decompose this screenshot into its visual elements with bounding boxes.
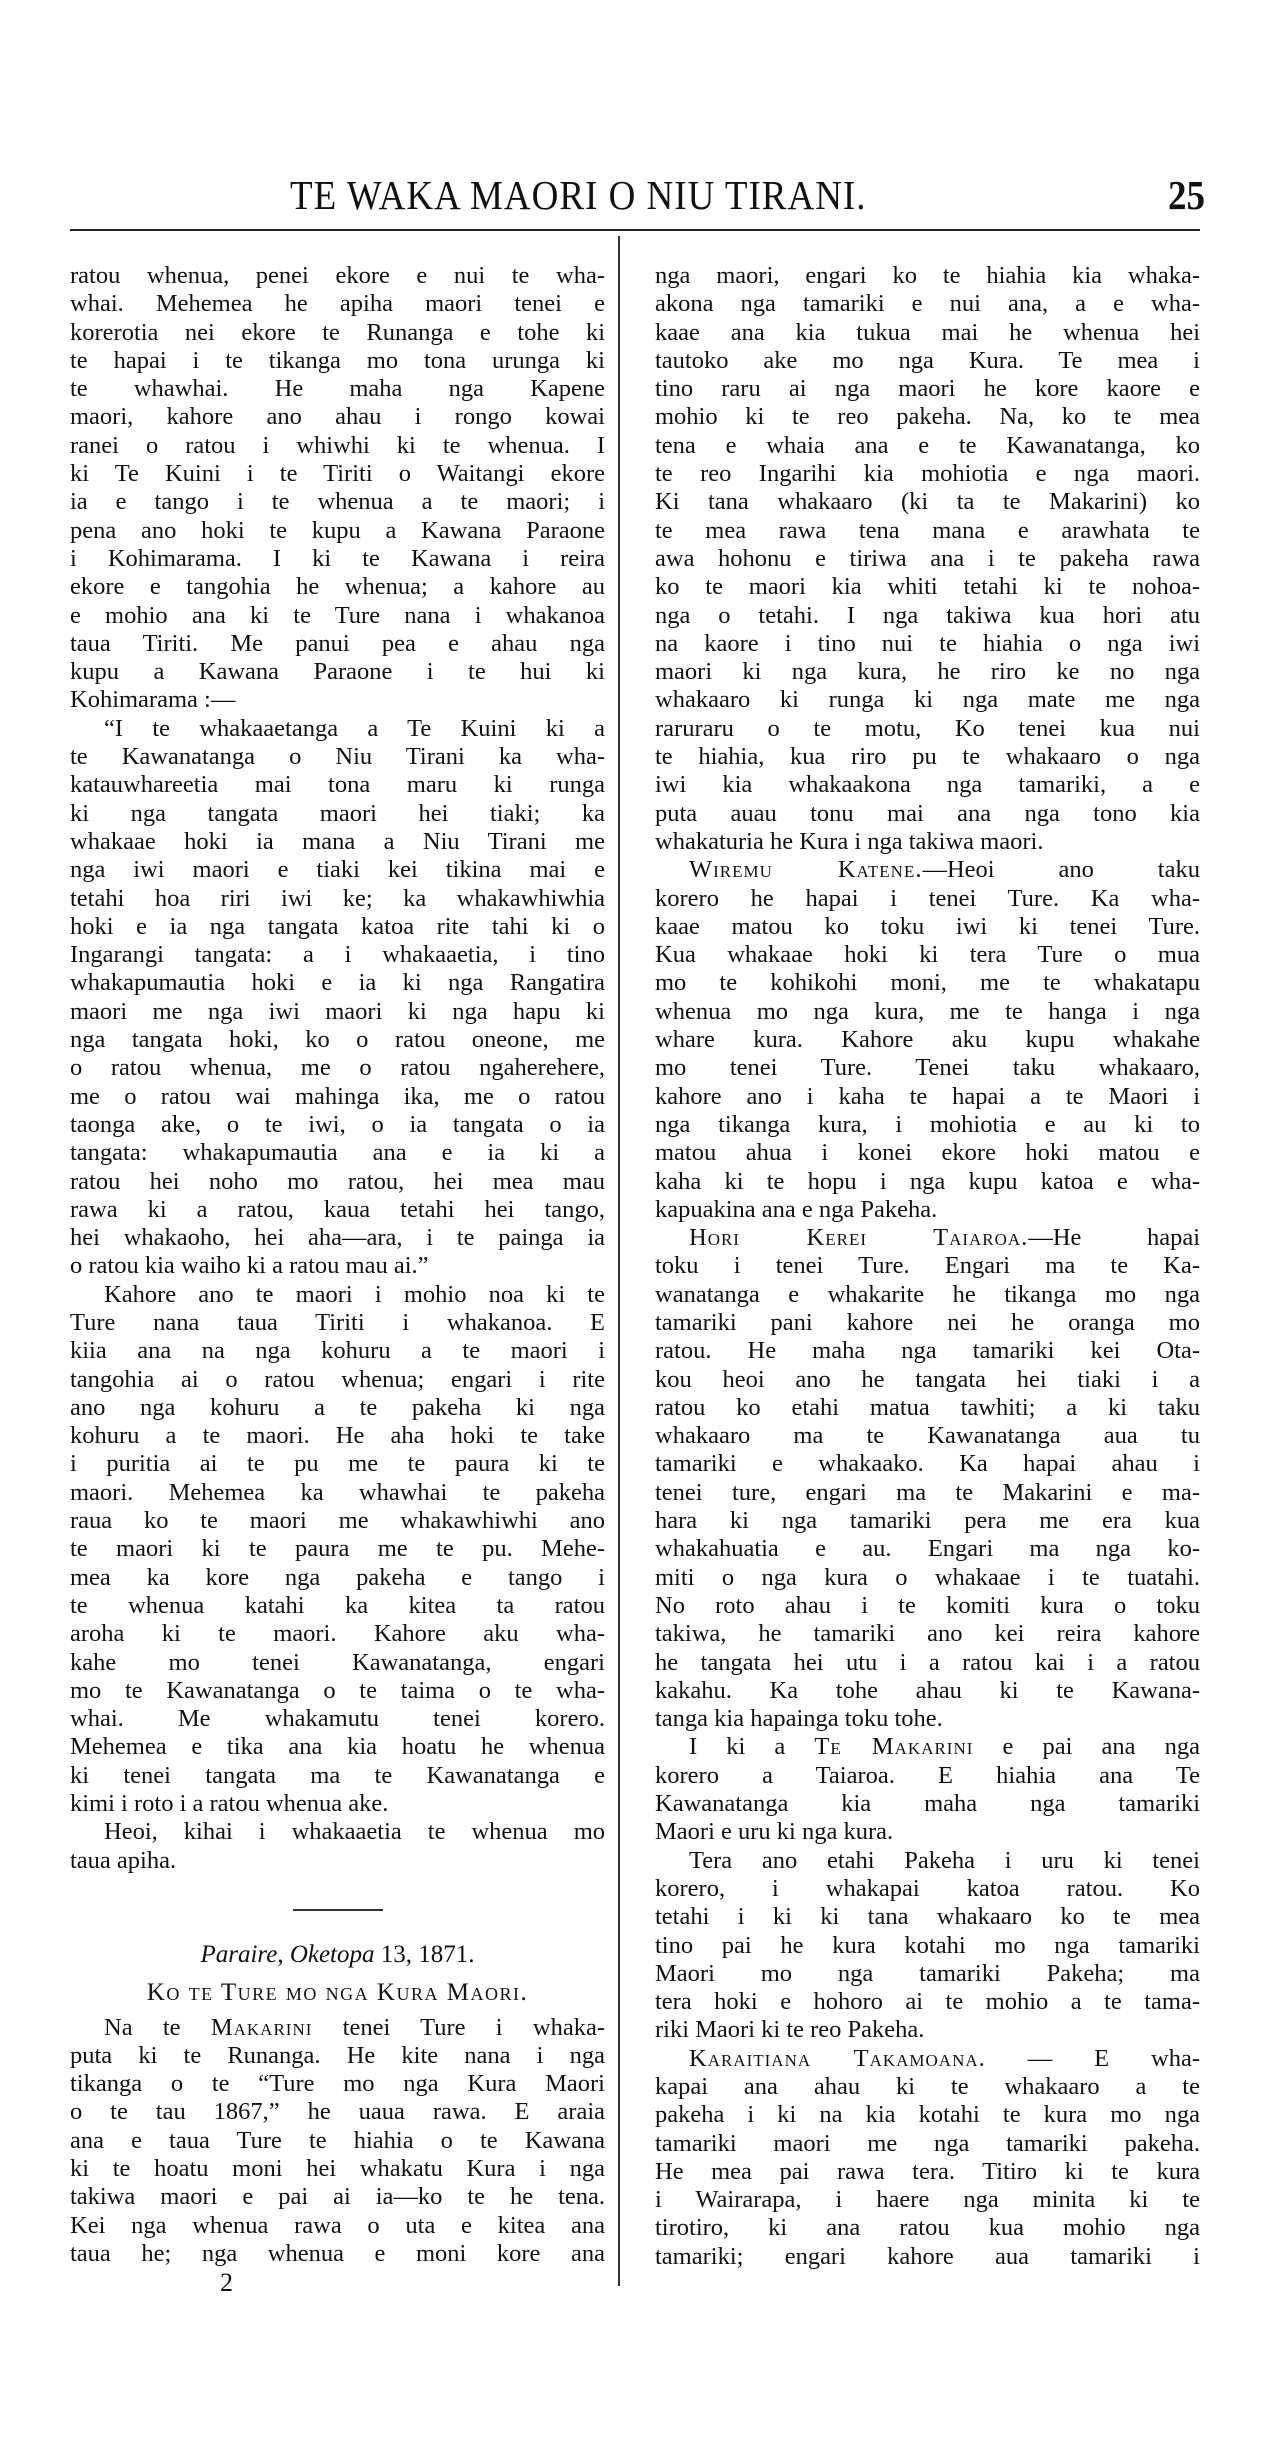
text-line: Kahore ano te maori i mohio noa ki te — [104, 1280, 605, 1308]
speaker-name: Hori Kerei Taiaroa. — [689, 1224, 1029, 1252]
left-column — [70, 262, 605, 2298]
text-line: kaae ana kia tukua mai he whenua hei — [655, 318, 1200, 346]
text-line: kohuru a te maori. He aha hoki te take — [70, 1422, 605, 1450]
text-line: ki tenei tangata ma te Kawanatanga e — [70, 1761, 605, 1789]
text-line: na kaore i tino nui te hiahia o nga iwi — [655, 629, 1200, 657]
text-line: taua he; nga whenua e moni kore ana — [70, 2239, 605, 2267]
text-line: nga tangata hoki, ko o ratou oneone, me — [70, 1026, 605, 1054]
text-line: whakahuatia e au. Engari ma nga ko- — [655, 1535, 1200, 1563]
text-line: whai. Me whakamutu tenei korero. — [70, 1705, 605, 1733]
dateline: Paraire, Oketopa 13, 1871. — [200, 1940, 475, 1968]
text-line: i Wairarapa, i haere nga minita ki te — [655, 2186, 1200, 2214]
paragraph — [70, 262, 605, 715]
text-line: puta auau tonu mai ana nga tono kia — [655, 799, 1200, 827]
text-line: matou ahua i konei ekore hoki matou e — [655, 1139, 1200, 1167]
text-line: o ratou kia waiho ki a ratou mau ai.” — [70, 1252, 429, 1280]
paragraph — [655, 1224, 1200, 1733]
text-line: riki Maori ki te reo Pakeha. — [655, 2016, 925, 2044]
text-line: tirotiro, ki ana ratou kua mohio nga — [655, 2214, 1200, 2242]
text-line: tino raru ai nga maori he kore kaore e — [655, 375, 1200, 403]
text-line: ano nga kohuru a te pakeha ki nga — [70, 1393, 605, 1421]
text-line: taua Tiriti. Me panui pea e ahau nga — [70, 629, 605, 657]
text-line: korero a Taiaroa. E hiahia ana Te — [655, 1761, 1200, 1789]
line-text: —He hapai — [1028, 1224, 1200, 1252]
text-line: ki te hoatu moni hei whakatu Kura i nga — [70, 2155, 605, 2182]
newspaper-title: TE WAKA MAORI O NIU TIRANI. — [290, 173, 867, 220]
text-line: ki Te Kuini i te Tiriti o Waitangi ekore — [70, 460, 605, 488]
text-line: Maori mo nga tamariki Pakeha; ma — [655, 1959, 1200, 1987]
text-line: te Kawanatanga o Niu Tirani ka wha- — [70, 743, 605, 771]
text-line: whakaaro ma te Kawanatanga aua tu — [655, 1422, 1200, 1450]
text-line: raruraru o te motu, Ko tenei kua nui — [655, 714, 1200, 742]
line-text: e pai ana nga — [973, 1733, 1201, 1761]
text-line: puta ki te Runanga. He kite nana i nga — [70, 2041, 605, 2069]
text-line: kakahu. Ka tohe ahau ki te Kawana- — [655, 1676, 1200, 1704]
text-line: whenua mo nga kura, me te hanga i nga — [655, 997, 1200, 1025]
text-line: nga maori, engari ko te hiahia kia whaka- — [655, 262, 1200, 289]
text-line: mo te Kawanatanga o te taima o te wha- — [70, 1676, 605, 1704]
speaker-name: Wiremu Katene. — [689, 856, 923, 884]
text-line: tino pai he kura kotahi mo nga tamariki — [655, 1931, 1200, 1959]
right-column — [655, 262, 1200, 2271]
text-line: takiwa maori e pai ai ia—ko te he tena. — [70, 2183, 605, 2211]
text-line: kimi i roto i a ratou whenua ake. — [70, 1790, 389, 1818]
text-line: taua apiha. — [70, 1846, 177, 1874]
text-line: kiia ana na nga kohuru a te maori i — [70, 1337, 605, 1365]
text-line: hoki e ia nga tangata katoa rite tahi ki o — [70, 912, 605, 940]
text-line: te maori ki te paura me te pu. Mehe- — [70, 1535, 605, 1563]
text-line: kahe mo tenei Kawanatanga, engari — [70, 1648, 605, 1676]
text-line: e mohio ana ki te Ture nana i whakanoa — [70, 601, 605, 629]
text-line: maori ki nga kura, he riro ke no nga — [655, 658, 1200, 686]
text-line: Ingarangi tangata: a i whakaaetia, i tino — [70, 941, 605, 969]
text-line: takiwa, he tamariki ano kei reira kahore — [655, 1620, 1200, 1648]
text-line: Kawanatanga kia maha nga tamariki — [655, 1790, 1200, 1818]
text-line: iwi kia whakaakona nga tamariki, a e — [655, 771, 1200, 799]
line-text: — E wha- — [985, 2044, 1200, 2072]
text-line: He mea pai rawa tera. Titiro ki te kura — [655, 2157, 1200, 2185]
text-line: tetahi hoa riri iwi ke; ka whakawhiwhia — [70, 884, 605, 912]
speaker-name: Karaitiana Takamoana. — [689, 2044, 986, 2072]
text-line — [655, 1224, 1200, 1252]
text-line — [655, 856, 1200, 884]
text-line: katauwhareetia mai tona maru ki runga — [70, 771, 605, 799]
text-line: korero he hapai i tenei Ture. Ka wha- — [655, 884, 1200, 912]
right-article-text — [655, 262, 1200, 2271]
text-line: ki nga tangata maori hei tiaki; ka — [70, 799, 605, 827]
text-line: whakaae hoki ia mana a Niu Tirani me — [70, 827, 605, 855]
paragraph — [70, 1281, 605, 1819]
text-line: tautoko ake mo nga Kura. Te mea i — [655, 346, 1200, 374]
text-line: “I te whakaaetanga a Te Kuini ki a — [104, 714, 605, 742]
text-line: No roto ahau i te komiti kura o toku — [655, 1591, 1200, 1619]
paragraph — [70, 1818, 605, 1875]
paragraph — [655, 1847, 1200, 2045]
text-line: rawa ki a ratou, kaua tetahi hei tango, — [70, 1195, 605, 1223]
text-line: kupu a Kawana Paraone i te hui ki — [70, 658, 605, 686]
text-line: wanatanga e whakarite he tikanga mo nga — [655, 1280, 1200, 1308]
text-line: maori, kahore ano ahau i rongo kowai — [70, 403, 605, 431]
line-text: —Heoi ano taku — [922, 856, 1200, 884]
text-line: maori. Mehemea ka whawhai te pakeha — [70, 1478, 605, 1506]
text-line: toku i tenei Ture. Engari ma te Ka- — [655, 1252, 1200, 1280]
text-line — [655, 1733, 1200, 1761]
text-line: awa hohonu e tiriwa ana i te pakeha rawa — [655, 544, 1200, 572]
line-text: tenei Ture i whaka- — [312, 2013, 606, 2041]
text-line: raua ko te maori me whakawhiwhi ano — [70, 1507, 605, 1535]
text-line: kapai ana ahau ki te whakaaro a te — [655, 2073, 1200, 2100]
text-line: Mehemea e tika ana kia hoatu he whenua — [70, 1733, 605, 1761]
text-line: Ture nana taua Tiriti i whakanoa. E — [70, 1308, 605, 1336]
text-line: kaae matou ko toku iwi ki tenei Ture. — [655, 912, 1200, 940]
text-line: Ki tana whakaaro (ki ta te Makarini) ko — [655, 488, 1200, 516]
text-line: maori me nga iwi maori ki nga hapu ki — [70, 997, 605, 1025]
column-divider — [618, 236, 620, 2286]
paragraph — [655, 856, 1200, 1224]
text-line: mo tenei Ture. Tenei taku whakaaro, — [655, 1054, 1200, 1082]
text-line — [70, 2014, 605, 2042]
text-line: tamariki e whakaako. Ka hapai ahau i — [655, 1450, 1200, 1478]
text-line: i puritia ai te pu me te paura ki te — [70, 1450, 605, 1478]
text-line: kapuakina ana e nga Pakeha. — [655, 1195, 938, 1223]
text-line: nga o tetahi. I nga takiwa kua hori atu — [655, 601, 1200, 629]
text-line: pena ano hoki te kupu a Kawana Paraone — [70, 516, 605, 544]
text-line — [655, 2045, 1200, 2073]
text-line: nga tikanga kura, i mohiotia e au ki to — [655, 1110, 1200, 1138]
text-line: ekore e tangohia he whenua; a kahore au — [70, 573, 605, 601]
text-line: ratou hei noho mo ratou, hei mea mau — [70, 1167, 605, 1195]
text-line: tamariki; engari kahore aua tamariki i — [655, 2242, 1200, 2270]
text-line: ia e tango i te whenua a te maori; i — [70, 488, 605, 516]
speaker-name: Te Makarini — [814, 1733, 974, 1761]
text-line: ratou ko etahi matua tawhiti; a ki taku — [655, 1393, 1200, 1421]
dateline-date: 13, 1871. — [380, 1940, 475, 1968]
text-line: hara ki nga tamariki pera me era kua — [655, 1507, 1200, 1535]
text-line: nga iwi maori e tiaki kei tikina mai e — [70, 856, 605, 884]
text-line: tetahi i ki ki tana whakaaro ko te mea — [655, 1903, 1200, 1931]
header-rule — [70, 229, 1200, 231]
text-line: tangata: whakapumautia ana e ia ki a — [70, 1139, 605, 1167]
text-line: korero, i whakapai katoa ratou. Ko — [655, 1874, 1200, 1902]
text-line: te whawhai. He maha nga Kapene — [70, 375, 605, 403]
text-line: ratou whenua, penei ekore e nui te wha- — [70, 262, 605, 289]
text-line: miti o nga kura o whakaae i te tuatahi. — [655, 1563, 1200, 1591]
text-line: te hiahia, kua riro pu te whakaaro o nga — [655, 743, 1200, 771]
text-line: tamariki maori me nga tamariki pakeha. — [655, 2129, 1200, 2157]
text-line: taonga ake, o te iwi, o ia tangata o ia — [70, 1110, 605, 1138]
text-line: o ratou whenua, me o ratou ngaherehere, — [70, 1054, 605, 1082]
text-line: ratou. He maha nga tamariki kei Ota- — [655, 1337, 1200, 1365]
text-line: whakapumautia hoki e ia ki nga Rangatira — [70, 969, 605, 997]
text-line: aroha ki te maori. Kahore aku wha- — [70, 1620, 605, 1648]
text-line: korerotia nei ekore te Runanga e tohe ki — [70, 318, 605, 346]
dateline-weekday: Paraire — [200, 1940, 278, 1968]
text-line: ana e taua Ture te hiahia o te Kawana — [70, 2126, 605, 2154]
text-line: Heoi, kihai i whakaaetia te whenua mo — [104, 1818, 605, 1846]
text-line: tena e whaia ana e te Kawanatanga, ko — [655, 431, 1200, 459]
text-line: kahore ano i kaha te hapai a te Maori i — [655, 1082, 1200, 1110]
text-line: Tera ano etahi Pakeha i uru ki tenei — [689, 1846, 1200, 1874]
text-line: te mea rawa tena mana e arawhata te — [655, 516, 1200, 544]
text-line: mea ka kore nga pakeha e tango i — [70, 1563, 605, 1591]
line-lead-text: I ki a — [689, 1733, 815, 1761]
text-line: Kua whakaae hoki ki tera Ture o mua — [655, 941, 1200, 969]
text-line: whai. Mehemea he apiha maori tenei e — [70, 290, 605, 318]
signature-mark: 2 — [220, 2268, 233, 2298]
text-line: pakeha i ki na kia kotahi te kura mo nga — [655, 2101, 1200, 2129]
text-line: mohio ki te reo pakeha. Na, ko te mea — [655, 403, 1200, 431]
school-act-article — [70, 2014, 605, 2269]
text-line: kou heoi ano he tangata hei tiaki i a — [655, 1365, 1200, 1393]
text-line: ranei o ratou i whiwhi ki te whenua. I — [70, 431, 605, 459]
text-line: Kohimarama :— — [70, 686, 236, 714]
text-line: te reo Ingarihi kia mohiotia e nga maori. — [655, 460, 1200, 488]
text-line: Maori e uru ki nga kura. — [655, 1818, 894, 1846]
text-line: he tangata hei utu i a ratou kai i a ratou — [655, 1648, 1200, 1676]
paragraph — [70, 715, 605, 1281]
text-line: whare kura. Kahore aku kupu whakahe — [655, 1026, 1200, 1054]
text-line: tamariki pani kahore nei he oranga mo — [655, 1308, 1200, 1336]
paragraph — [655, 262, 1200, 856]
text-line: ko te maori kia whiti tetahi ki te nohoa- — [655, 573, 1200, 601]
text-line: akona nga tamariki e nui ana, a e wha- — [655, 290, 1200, 318]
running-head — [0, 172, 1280, 222]
text-line: me o ratou wai mahinga ika, me o ratou — [70, 1082, 605, 1110]
paragraph — [655, 2045, 1200, 2271]
paragraph — [70, 2014, 605, 2269]
page-number: 25 — [1168, 173, 1205, 220]
text-line: te hapai i te tikanga mo tona urunga ki — [70, 346, 605, 374]
line-lead-text: Na te — [104, 2013, 211, 2041]
left-article-continuation — [70, 262, 605, 1875]
text-line: whakaaro ki runga ki nga mate me nga — [655, 686, 1200, 714]
text-line: tenei ture, engari ma te Makarini e ma- — [655, 1478, 1200, 1506]
section-heading: Ko te Ture mo nga Kura Maori. — [146, 1979, 529, 2007]
speaker-name: Makarini — [210, 2013, 313, 2041]
section-separator-rule — [293, 1909, 383, 1911]
text-line: whakaturia he Kura i nga takiwa maori. — [655, 827, 1044, 855]
dateline-month: Oketopa — [289, 1940, 375, 1968]
paragraph — [655, 1733, 1200, 1846]
text-line: Kei nga whenua rawa o uta e kitea ana — [70, 2211, 605, 2239]
text-line: tera hoki e hohoro ai te mohio a te tama- — [655, 1988, 1200, 2016]
text-line: hei whakaoho, hei aha—ara, i te painga ia — [70, 1224, 605, 1252]
text-line: i Kohimarama. I ki te Kawana i reira — [70, 544, 605, 572]
text-line: mo te kohikohi moni, me te whakatapu — [655, 969, 1200, 997]
text-line: tangohia ai o ratou whenua; engari i rite — [70, 1365, 605, 1393]
text-line: o te tau 1867,” he uaua rawa. E araia — [70, 2098, 605, 2126]
text-line: te whenua katahi ka kitea ta ratou — [70, 1591, 605, 1619]
text-line: kaha ki te hopu i nga kupu katoa e wha- — [655, 1167, 1200, 1195]
text-line: tanga kia hapainga toku tohe. — [655, 1705, 943, 1733]
text-line: tikanga o te “Ture mo nga Kura Maori — [70, 2070, 605, 2098]
